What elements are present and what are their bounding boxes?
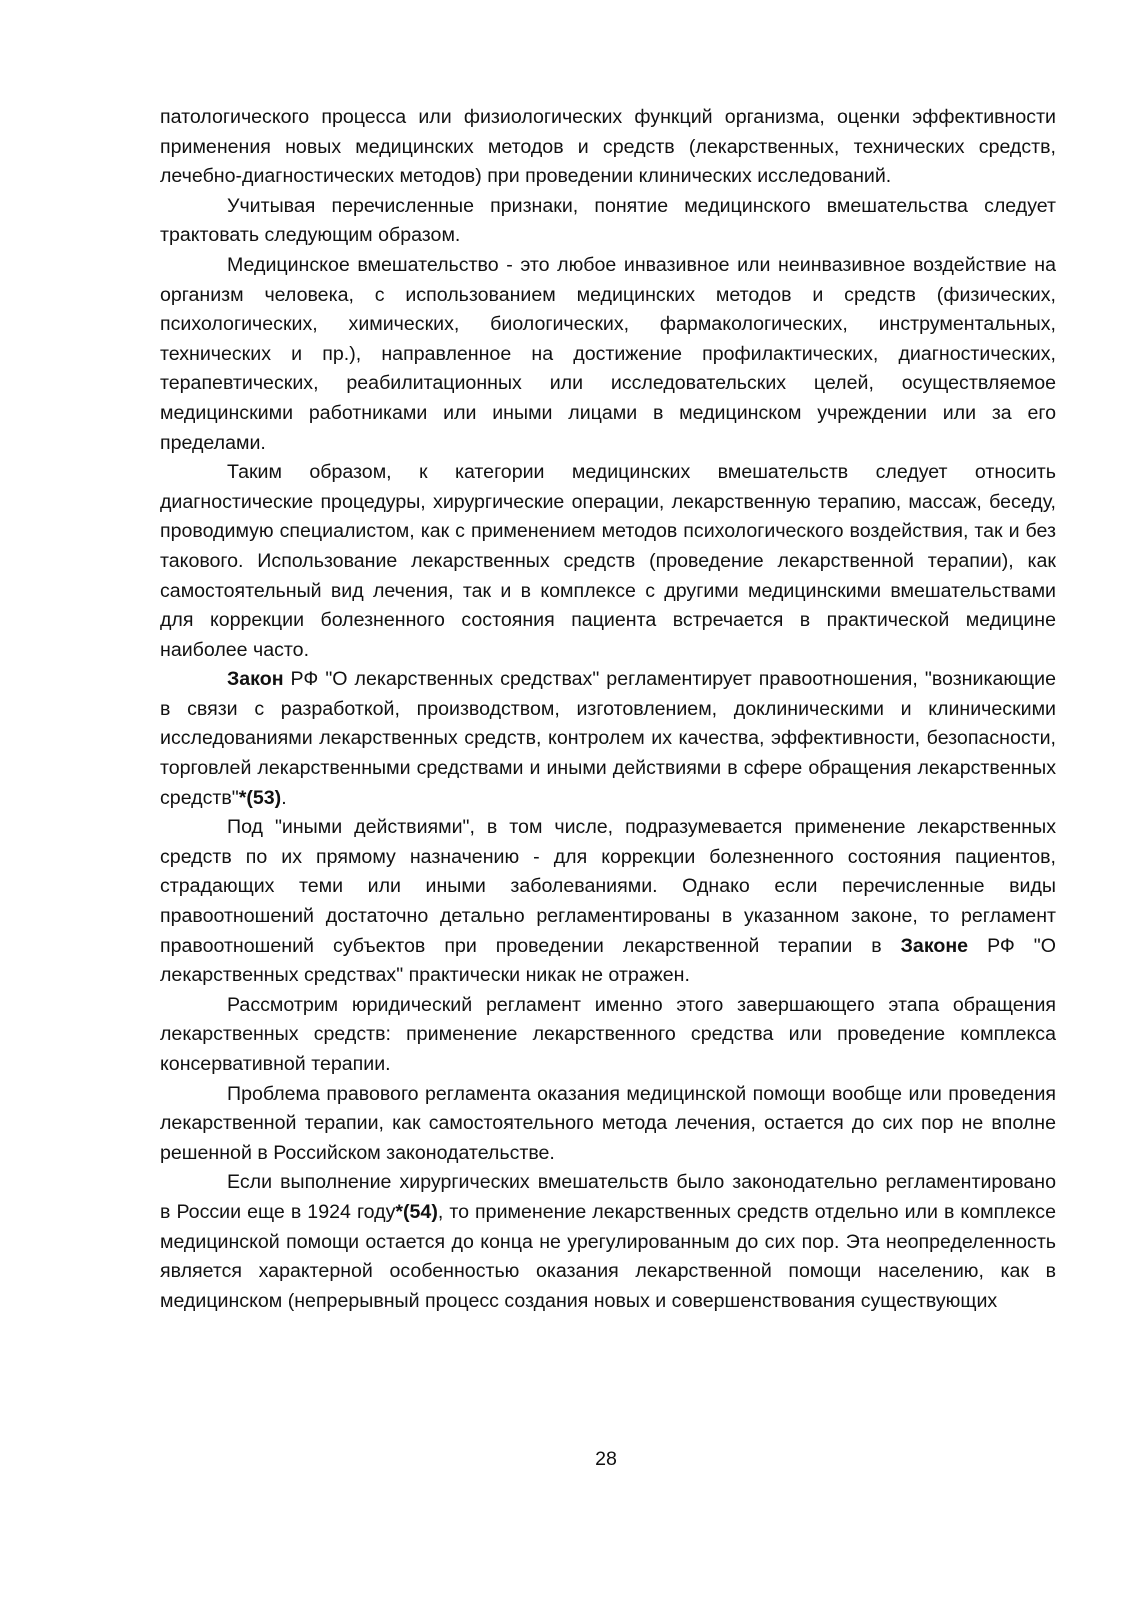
paragraph-6 xyxy=(160,813,1056,991)
paragraph-1: патологического процесса или физиологических функций организма, оценки эффективности применения новых медицинских методов и средств (лекарственных, технических средств, лечебно-диагностических методов) при проведении клинических исследований. xyxy=(160,106,1056,188)
paragraph-9-text: Если выполнение хирургических вмешательств было законодательно регламентировано в России еще в 1924 году xyxy=(160,1171,1056,1223)
paragraph-5-end: . xyxy=(281,786,287,809)
paragraph-5 xyxy=(160,665,1056,813)
paragraph-9 xyxy=(160,1168,1056,1316)
document-body xyxy=(160,103,1056,1316)
page-number: 28 xyxy=(595,1448,617,1470)
paragraph-6-text: Под "иными действиями", в том числе, подразумевается применение лекарственных средств по их прямому назначению - для коррекции болезненного состояния пациентов, страдающих теми или иными заболеваниями. Однако если перечисленные виды правоотношений достаточно детально регламентированы в указанном законе, то регламент правоотношений субъектов при проведении лекарственной терапии в xyxy=(160,816,1056,957)
footnote-ref-53: *(53) xyxy=(238,786,282,809)
paragraph-6-end: РФ "О лекарственных средствах" практически никак не отражен. xyxy=(160,934,1056,987)
law-bold-term: Закон xyxy=(227,668,284,691)
footnote-ref-54: *(54) xyxy=(395,1200,438,1223)
paragraph-2: Учитывая перечисленные признаки, понятие медицинского вмешательства следует трактовать следующим образом. xyxy=(160,194,1056,247)
paragraph-9-end: , то применение лекарственных средств отдельно или в комплексе медицинской помощи остается до конца не урегулированным до сих пор. Эта неопределенность является характерной особенностью оказания лекарственной помощи населению, как в медицинском (непрерывный процесс создания новых и совершенствования существующих xyxy=(160,1200,1056,1312)
paragraph-7: Рассмотрим юридический регламент именно этого завершающего этапа обращения лекарственных средств: применение лекарственного средства или проведение комплекса консервативной терапии. xyxy=(160,993,1056,1075)
paragraph-3: Медицинское вмешательство - это любое инвазивное или неинвазивное воздействие на организм человека, с использованием медицинских методов и средств (физических, психологических, химических, биологических, фармакологических, инструментальных, технических и пр.), направленное на достижение профилактических, диагностических, терапевтических, реабилитационных или исследовательских целей, осуществляемое медицинскими работниками или иными лицами в медицинском учреждении или за его пределами. xyxy=(160,253,1056,454)
paragraph-5-text: РФ "О лекарственных средствах" регламентирует правоотношения, "возникающие в связи с разработкой, производством, изготовлением, доклиническими и клиническими исследованиями лекарственных средств, контролем их качества, эффективности, безопасности, торговлей лекарственными средствами и иными действиями в сфере обращения лекарственных средств" xyxy=(160,668,1056,809)
paragraph-8: Проблема правового регламента оказания медицинской помощи вообще или проведения лекарственной терапии, как самостоятельного метода лечения, остается до сих пор не вполне решенной в Российском законодательстве. xyxy=(160,1082,1056,1164)
paragraph-4: Таким образом, к категории медицинских вмешательств следует относить диагностические процедуры, хирургические операции, лекарственную терапию, массаж, беседу, проводимую специалистом, как с применением методов психологического воздействия, так и без такового. Использование лекарственных средств (проведение лекарственной терапии), как самостоятельный вид лечения, так и в комплексе с другими медицинскими вмешательствами для коррекции болезненного состояния пациента встречается в практической медицине наиболее часто. xyxy=(160,461,1056,661)
law-bold-term-2: Законе xyxy=(900,934,969,957)
